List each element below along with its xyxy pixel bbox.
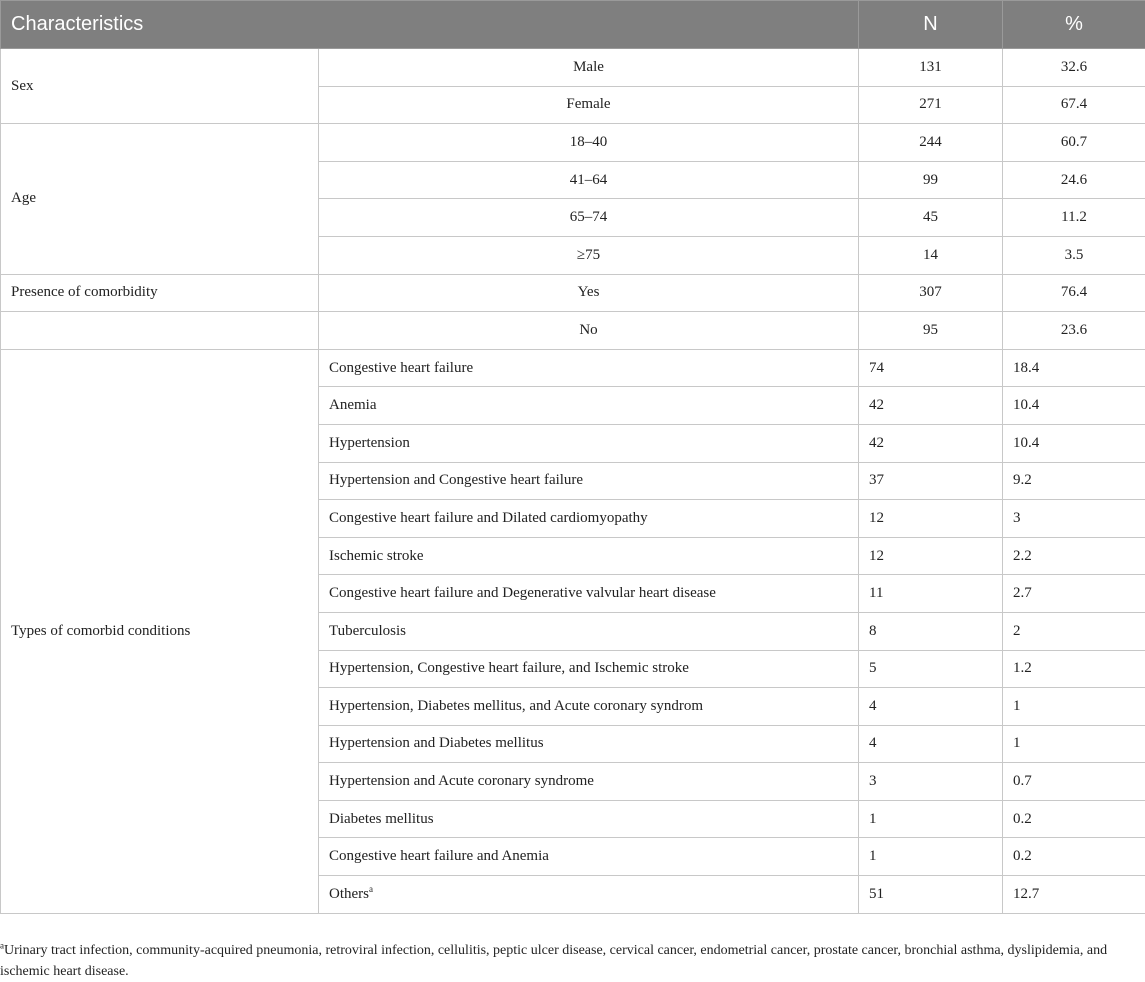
category-comorbidity: Presence of comorbidity	[1, 274, 319, 312]
row-pct: 76.4	[1003, 274, 1145, 312]
row-label: Anemia	[319, 387, 859, 425]
row-label: Diabetes mellitus	[319, 800, 859, 838]
row-pct: 60.7	[1003, 124, 1145, 162]
category-sex: Sex	[1, 49, 319, 124]
row-pct: 24.6	[1003, 161, 1145, 199]
row-label: Tuberculosis	[319, 612, 859, 650]
table-row	[1, 49, 1145, 87]
row-pct: 2.7	[1003, 575, 1145, 613]
row-n: 1	[859, 800, 1003, 838]
row-pct: 1	[1003, 688, 1145, 726]
row-pct: 9.2	[1003, 462, 1145, 500]
row-n: 131	[859, 49, 1003, 87]
row-pct: 2.2	[1003, 537, 1145, 575]
table-row	[1, 274, 1145, 312]
row-n: 95	[859, 312, 1003, 350]
row-n: 1	[859, 838, 1003, 876]
row-label: Male	[319, 49, 859, 87]
row-label: Yes	[319, 274, 859, 312]
header-characteristics: Characteristics	[1, 1, 859, 49]
row-n: 45	[859, 199, 1003, 237]
row-label: Congestive heart failure and Dilated cardiomyopathy	[319, 500, 859, 538]
row-pct: 18.4	[1003, 349, 1145, 387]
row-n: 244	[859, 124, 1003, 162]
footnote-sup: a	[0, 940, 4, 950]
table-footnote	[0, 940, 1145, 982]
row-pct: 1.2	[1003, 650, 1145, 688]
category-types: Types of comorbid conditions	[1, 349, 319, 913]
row-n: 12	[859, 500, 1003, 538]
row-label: Ischemic stroke	[319, 537, 859, 575]
row-pct: 11.2	[1003, 199, 1145, 237]
row-pct: 3.5	[1003, 236, 1145, 274]
row-n: 4	[859, 688, 1003, 726]
row-n: 37	[859, 462, 1003, 500]
row-label: 18–40	[319, 124, 859, 162]
row-n: 3	[859, 763, 1003, 801]
row-n: 307	[859, 274, 1003, 312]
row-label: ≥75	[319, 236, 859, 274]
table-row	[1, 312, 1145, 350]
row-label: Congestive heart failure and Degenerative valvular heart disease	[319, 575, 859, 613]
row-pct: 10.4	[1003, 387, 1145, 425]
footnote-text: Urinary tract infection, community-acquired pneumonia, retroviral infection, cellulitis, peptic ulcer disease, cervical cancer, endometrial cancer, prostate cancer, bronchial asthma, dyslipidemia, and ischemic heart disease.	[0, 943, 1107, 979]
row-n: 8	[859, 612, 1003, 650]
row-label: Hypertension, Diabetes mellitus, and Acute coronary syndrom	[319, 688, 859, 726]
row-n: 4	[859, 725, 1003, 763]
row-n: 12	[859, 537, 1003, 575]
header-row	[1, 1, 1145, 49]
row-label: 41–64	[319, 161, 859, 199]
row-n: 11	[859, 575, 1003, 613]
table-row	[1, 124, 1145, 162]
footnote-marker: a	[369, 884, 373, 894]
row-label: Hypertension	[319, 424, 859, 462]
row-label: No	[319, 312, 859, 350]
row-label: Hypertension and Acute coronary syndrome	[319, 763, 859, 801]
row-n: 5	[859, 650, 1003, 688]
row-n: 74	[859, 349, 1003, 387]
row-n: 271	[859, 86, 1003, 124]
row-label: Hypertension and Diabetes mellitus	[319, 725, 859, 763]
row-label: Congestive heart failure and Anemia	[319, 838, 859, 876]
row-pct: 0.2	[1003, 838, 1145, 876]
row-pct: 32.6	[1003, 49, 1145, 87]
row-n: 14	[859, 236, 1003, 274]
row-pct: 23.6	[1003, 312, 1145, 350]
others-label: Others	[329, 886, 369, 902]
row-n: 42	[859, 387, 1003, 425]
row-pct: 2	[1003, 612, 1145, 650]
row-n: 42	[859, 424, 1003, 462]
row-n: 99	[859, 161, 1003, 199]
row-label: Female	[319, 86, 859, 124]
table-row	[1, 349, 1145, 387]
row-pct: 10.4	[1003, 424, 1145, 462]
empty-cell	[1, 312, 319, 350]
category-age: Age	[1, 124, 319, 274]
row-pct: 0.2	[1003, 800, 1145, 838]
row-pct: 12.7	[1003, 876, 1145, 914]
row-pct: 67.4	[1003, 86, 1145, 124]
row-label: Hypertension, Congestive heart failure, and Ischemic stroke	[319, 650, 859, 688]
row-pct: 1	[1003, 725, 1145, 763]
row-label: Congestive heart failure	[319, 349, 859, 387]
row-pct: 3	[1003, 500, 1145, 538]
row-label: Hypertension and Congestive heart failure	[319, 462, 859, 500]
row-label: 65–74	[319, 199, 859, 237]
row-pct: 0.7	[1003, 763, 1145, 801]
row-n: 51	[859, 876, 1003, 914]
row-label-others	[319, 876, 859, 914]
header-pct: %	[1003, 1, 1145, 49]
header-n: N	[859, 1, 1003, 49]
